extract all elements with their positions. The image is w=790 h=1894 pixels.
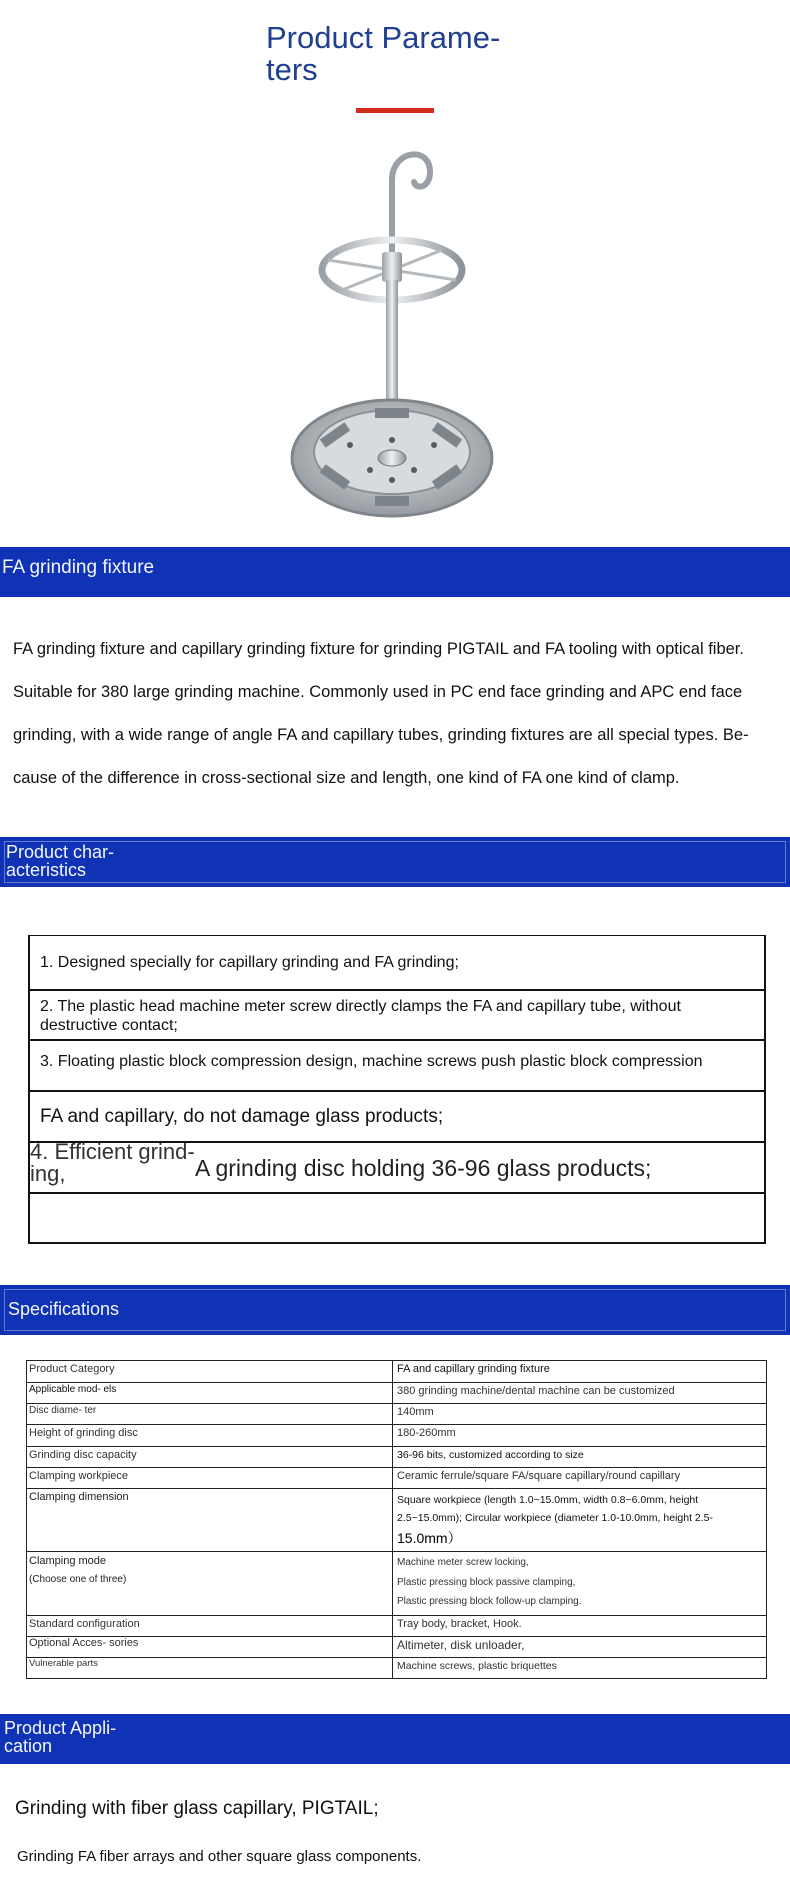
- characteristic-efficiency-label-line2: ing,: [30, 1161, 66, 1186]
- spec-row: [27, 1404, 767, 1425]
- spec-value-line: 15.0mm）: [397, 1530, 462, 1546]
- spec-row: [27, 1637, 767, 1658]
- spec-value: Machine screws, plastic briquettes: [393, 1658, 767, 1679]
- spec-key: Disc diame- ter: [27, 1404, 393, 1425]
- spec-value: FA and capillary grinding fixture: [393, 1361, 767, 1383]
- spec-key-sub: (Choose one of three): [29, 1574, 127, 1585]
- section-title-application: [4, 1719, 116, 1755]
- spec-value: Ceramic ferrule/square FA/square capillary/round capillary: [393, 1468, 767, 1489]
- spec-key: Applicable mod- els: [27, 1383, 393, 1404]
- spec-key: Vulnerable parts: [27, 1658, 393, 1679]
- section-banner-characteristics: [0, 837, 790, 887]
- section-banner-fa-fixture: [0, 547, 790, 597]
- spec-key: Standard configuration: [27, 1616, 393, 1637]
- characteristic-item: 3. Floating plastic block compression design, machine screws push plastic block compression: [30, 1041, 764, 1092]
- section-title-characteristics: [6, 843, 114, 879]
- spec-value-multiline: [393, 1552, 767, 1616]
- spec-row: [27, 1468, 767, 1489]
- section-title-fa-fixture: FA grinding fixture: [2, 557, 155, 578]
- spec-key: Clamping workpiece: [27, 1468, 393, 1489]
- banner-frame: [4, 1289, 786, 1331]
- spec-row: [27, 1552, 767, 1616]
- section-banner-specifications: [0, 1285, 790, 1335]
- spec-value-multiline: [393, 1489, 767, 1552]
- spec-key: Grinding disc capacity: [27, 1447, 393, 1468]
- spec-value: 380 grinding machine/dental machine can be customized: [393, 1383, 767, 1404]
- spec-value: 180-260mm: [393, 1425, 767, 1447]
- spec-value-line: Plastic pressing block passive clamping,: [397, 1577, 576, 1588]
- spec-key: Optional Acces- sories: [27, 1637, 393, 1658]
- characteristic-item: 2. The plastic head machine meter screw directly clamps the FA and capillary tube, without destructive contact;: [30, 991, 764, 1041]
- spec-key-line: Clamping mode: [29, 1555, 107, 1567]
- spec-row: [27, 1616, 767, 1637]
- characteristic-item: 1. Designed specially for capillary grinding and FA grinding;: [30, 936, 764, 991]
- spec-row: [27, 1447, 767, 1468]
- characteristic-efficiency-label-line1: 4. Efficient grind-: [30, 1139, 195, 1164]
- characteristics-table: [28, 935, 766, 1244]
- spec-row: [27, 1489, 767, 1552]
- spec-value: 140mm: [393, 1404, 767, 1425]
- section-banner-application: [0, 1714, 790, 1764]
- spec-row: [27, 1425, 767, 1447]
- spec-row: [27, 1383, 767, 1404]
- spec-value-line: Plastic pressing block follow-up clamping.: [397, 1596, 582, 1607]
- page-title-line2: ters: [266, 52, 318, 87]
- spec-key: Height of grinding disc: [27, 1425, 393, 1447]
- section-title-application-line2: cation: [4, 1736, 53, 1756]
- characteristic-efficiency-value: A grinding disc holding 36-96 glass products;: [195, 1155, 652, 1181]
- spec-key: Product Category: [27, 1361, 393, 1383]
- application-line-2: Grinding FA fiber arrays and other square glass components.: [17, 1848, 422, 1865]
- spec-value: Altimeter, disk unloader,: [393, 1637, 767, 1658]
- application-line-1: Grinding with fiber glass capillary, PIGTAIL;: [15, 1798, 379, 1819]
- spec-row: [27, 1658, 767, 1679]
- characteristic-item-efficiency: [30, 1139, 764, 1194]
- spec-value-line: Machine meter screw locking,: [397, 1557, 529, 1568]
- grinding-fixture-illustration: [280, 140, 510, 530]
- specifications-table: [26, 1360, 767, 1679]
- characteristic-efficiency-label: [30, 1141, 195, 1185]
- page-title: [266, 22, 536, 86]
- characteristic-empty-row: [30, 1194, 764, 1242]
- spec-value-line: Square workpiece (length 1.0~15.0mm, width 0.8~6.0mm, height: [397, 1494, 699, 1506]
- spec-value-line: 2.5~15.0mm); Circular workpiece (diameter 1.0-10.0mm, height 2.5-: [397, 1512, 714, 1524]
- spec-key-multiline: [27, 1552, 393, 1616]
- spec-row: [27, 1361, 767, 1383]
- spec-value: 36-96 bits, customized according to size: [393, 1447, 767, 1468]
- characteristic-item: FA and capillary, do not damage glass products;: [30, 1092, 764, 1143]
- section-title-characteristics-line1: Product char-: [6, 842, 115, 862]
- banner-frame: [4, 841, 786, 883]
- section-title-application-line1: Product Appli-: [4, 1718, 117, 1738]
- section-title-characteristics-line2: acteristics: [6, 860, 87, 880]
- spec-value: Tray body, bracket, Hook.: [393, 1616, 767, 1637]
- title-accent-rule: [356, 108, 434, 113]
- page-title-line1: Product Parame-: [266, 20, 501, 55]
- intro-paragraph: FA grinding fixture and capillary grinding fixture for grinding PIGTAIL and FA tooling with optical fiber. Suitable for 380 large grinding machine. Commonly used in PC end face grinding and APC end face grinding, with a wide range of angle FA and capillary tubes, grinding fixtures are all special types. Be- cause of the difference in cross-sectional size and length, one kind of FA one kind of clamp.: [13, 640, 749, 787]
- spec-key: Clamping dimension: [27, 1489, 393, 1552]
- section-title-specifications: Specifications: [8, 1299, 120, 1319]
